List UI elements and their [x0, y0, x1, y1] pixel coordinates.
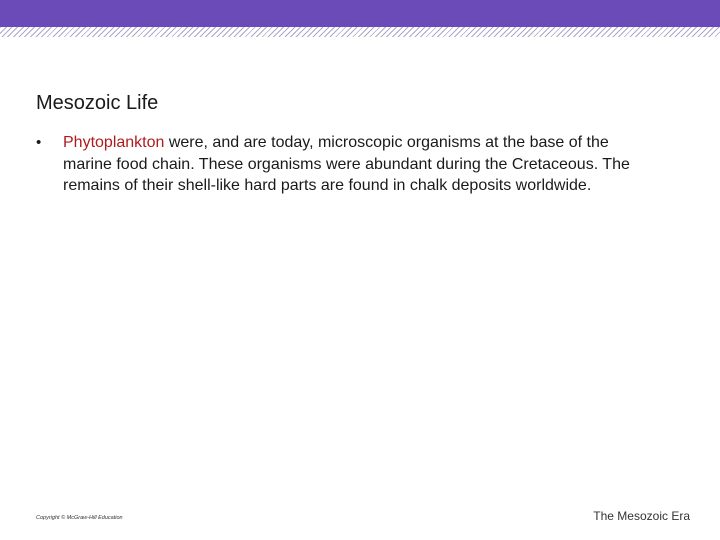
bullet-marker: •	[36, 134, 42, 151]
copyright-notice: Copyright © McGraw-Hill Education	[36, 515, 123, 521]
bullet-item	[36, 132, 646, 197]
header-accent-bar	[0, 0, 720, 27]
key-term: Phytoplankton	[63, 134, 165, 151]
bullet-body: were, and are today, microscopic organisms at the base of the marine food chain. These organisms were abundant during the Cretaceous. The remains of their shell-like hard parts are found in chalk deposits worldwide.	[63, 134, 630, 194]
slide-title: Mesozoic Life	[36, 92, 159, 114]
footer-chapter-title: The Mesozoic Era	[593, 509, 690, 523]
bullet-list	[36, 132, 646, 197]
header-pattern-strip	[0, 27, 720, 37]
bullet-text	[63, 132, 646, 197]
